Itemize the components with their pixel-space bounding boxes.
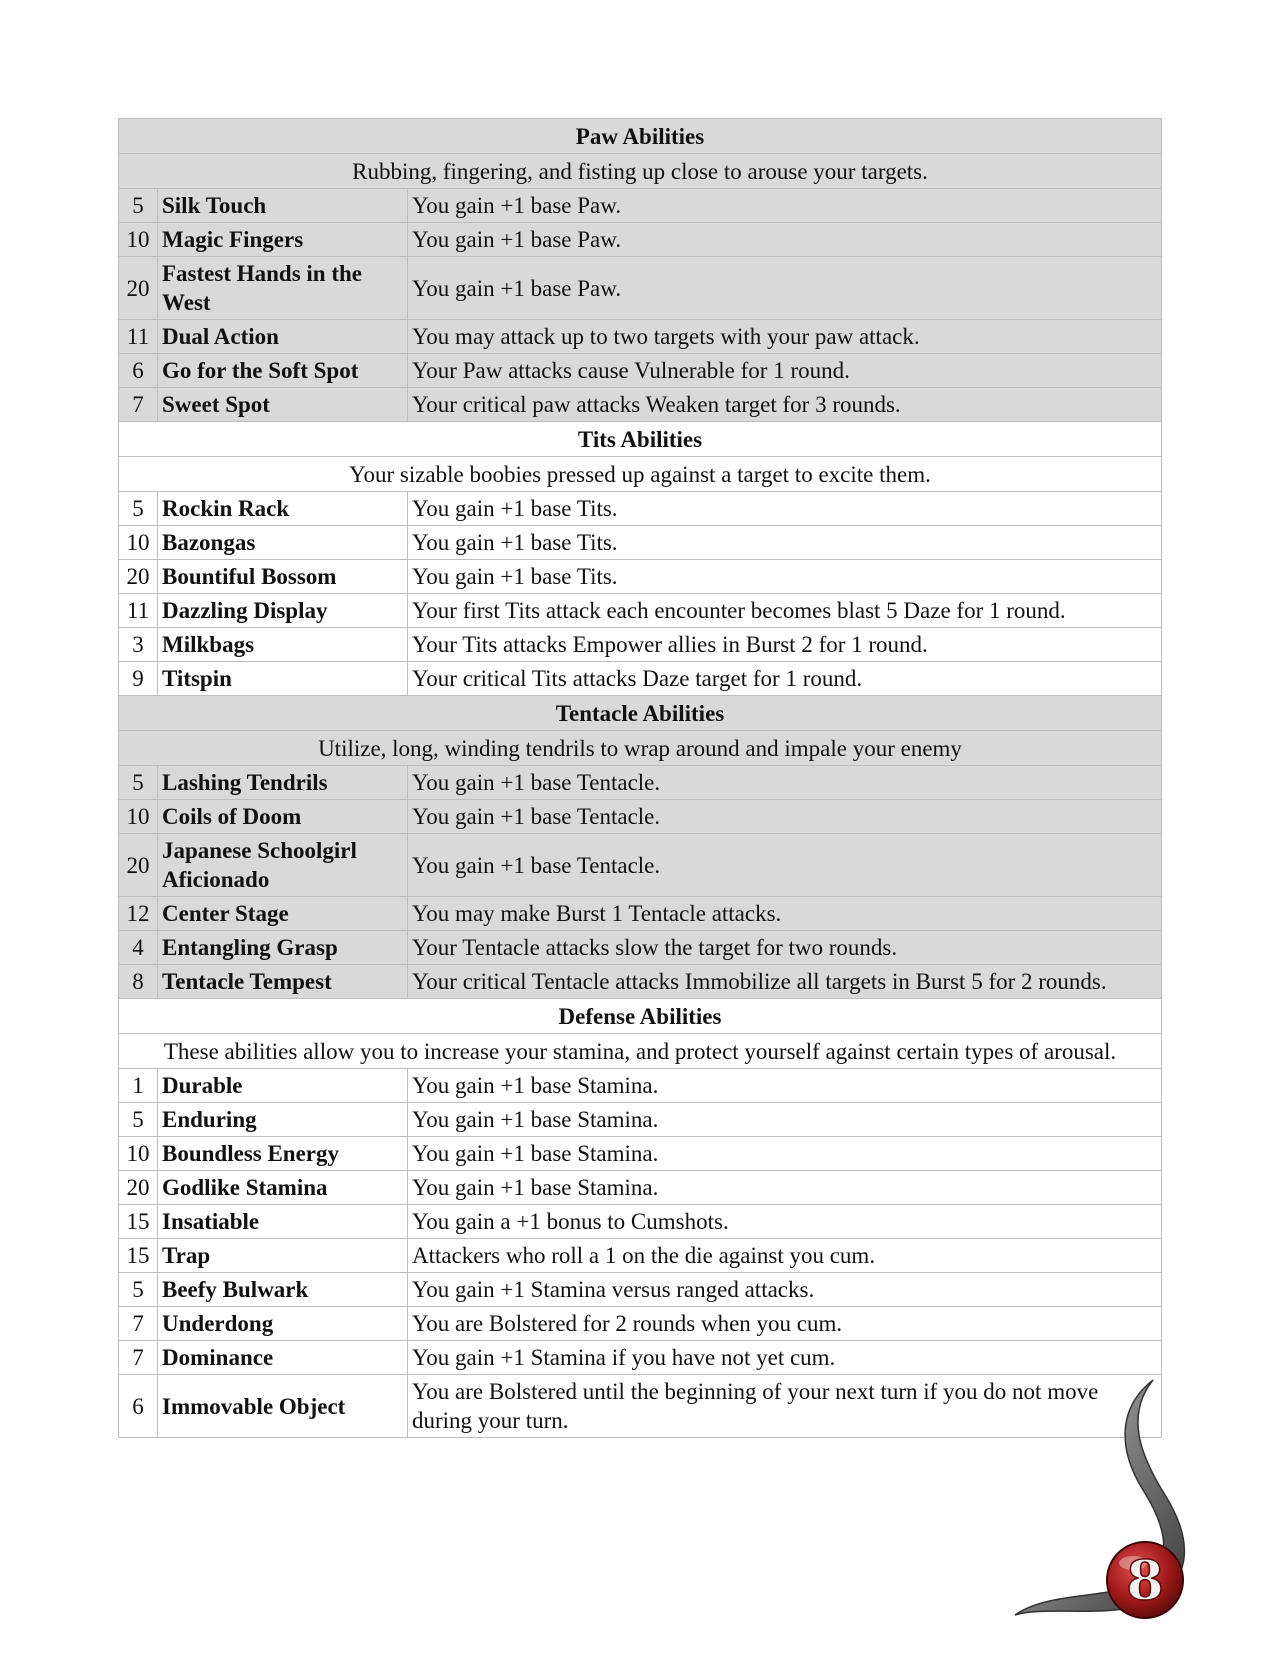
ability-level: 5 bbox=[119, 189, 158, 223]
ability-level: 5 bbox=[119, 492, 158, 526]
ability-name: Milkbags bbox=[158, 628, 408, 662]
ability-level: 6 bbox=[119, 1375, 158, 1438]
ability-name: Insatiable bbox=[158, 1205, 408, 1239]
ability-level: 11 bbox=[119, 320, 158, 354]
ability-description: You gain +1 base Stamina. bbox=[408, 1137, 1162, 1171]
ability-description: You gain +1 base Stamina. bbox=[408, 1069, 1162, 1103]
ability-level: 11 bbox=[119, 594, 158, 628]
section-title-row-tentacle bbox=[119, 696, 1162, 731]
ability-level: 7 bbox=[119, 1307, 158, 1341]
ability-description: You gain a +1 bonus to Cumshots. bbox=[408, 1205, 1162, 1239]
ability-description: You gain +1 base Tits. bbox=[408, 492, 1162, 526]
ability-description: Attackers who roll a 1 on the die against you cum. bbox=[408, 1239, 1162, 1273]
ability-description: You gain +1 Stamina if you have not yet cum. bbox=[408, 1341, 1162, 1375]
table-row bbox=[119, 1239, 1162, 1273]
section-description-row-defense bbox=[119, 1034, 1162, 1069]
table-row bbox=[119, 1171, 1162, 1205]
section-title: Paw Abilities bbox=[119, 119, 1162, 154]
ability-description: Your Tentacle attacks slow the target for two rounds. bbox=[408, 931, 1162, 965]
section-description: Utilize, long, winding tendrils to wrap around and impale your enemy bbox=[119, 731, 1162, 766]
section-title-row-tits bbox=[119, 422, 1162, 457]
ability-name: Bazongas bbox=[158, 526, 408, 560]
table-row bbox=[119, 320, 1162, 354]
table-row bbox=[119, 965, 1162, 999]
ability-name: Coils of Doom bbox=[158, 800, 408, 834]
ability-level: 20 bbox=[119, 834, 158, 897]
section-description: Rubbing, fingering, and fisting up close to arouse your targets. bbox=[119, 154, 1162, 189]
ability-name: Center Stage bbox=[158, 897, 408, 931]
abilities-table bbox=[118, 118, 1162, 1438]
ability-description: You gain +1 base Tits. bbox=[408, 560, 1162, 594]
ability-name: Immovable Object bbox=[158, 1375, 408, 1438]
ability-level: 9 bbox=[119, 662, 158, 696]
table-row bbox=[119, 1069, 1162, 1103]
ability-name: Boundless Energy bbox=[158, 1137, 408, 1171]
section-description-row-paw bbox=[119, 154, 1162, 189]
table-row bbox=[119, 1103, 1162, 1137]
ability-description: You gain +1 base Paw. bbox=[408, 223, 1162, 257]
section-description-row-tentacle bbox=[119, 731, 1162, 766]
ability-name: Trap bbox=[158, 1239, 408, 1273]
table-row bbox=[119, 800, 1162, 834]
table-row bbox=[119, 492, 1162, 526]
table-row bbox=[119, 560, 1162, 594]
ability-name: Dominance bbox=[158, 1341, 408, 1375]
ability-name: Beefy Bulwark bbox=[158, 1273, 408, 1307]
ability-name: Bountiful Bossom bbox=[158, 560, 408, 594]
ability-description: Your Tits attacks Empower allies in Burst 2 for 1 round. bbox=[408, 628, 1162, 662]
table-row bbox=[119, 834, 1162, 897]
ability-level: 15 bbox=[119, 1205, 158, 1239]
ability-description: You gain +1 base Stamina. bbox=[408, 1171, 1162, 1205]
ability-description: Your critical paw attacks Weaken target for 3 rounds. bbox=[408, 388, 1162, 422]
table-row bbox=[119, 766, 1162, 800]
ability-level: 12 bbox=[119, 897, 158, 931]
ability-name: Magic Fingers bbox=[158, 223, 408, 257]
ability-level: 4 bbox=[119, 931, 158, 965]
ability-level: 20 bbox=[119, 560, 158, 594]
section-description-row-tits bbox=[119, 457, 1162, 492]
table-row bbox=[119, 1205, 1162, 1239]
ability-name: Underdong bbox=[158, 1307, 408, 1341]
page-number: 8 bbox=[1126, 1548, 1164, 1612]
ability-name: Sweet Spot bbox=[158, 388, 408, 422]
section-title: Tits Abilities bbox=[119, 422, 1162, 457]
ability-description: You gain +1 base Tits. bbox=[408, 526, 1162, 560]
ability-level: 10 bbox=[119, 1137, 158, 1171]
ability-level: 10 bbox=[119, 526, 158, 560]
ability-name: Entangling Grasp bbox=[158, 931, 408, 965]
section-description: Your sizable boobies pressed up against a target to excite them. bbox=[119, 457, 1162, 492]
table-row bbox=[119, 354, 1162, 388]
ability-description: You gain +1 base Paw. bbox=[408, 189, 1162, 223]
table-row bbox=[119, 189, 1162, 223]
table-row bbox=[119, 931, 1162, 965]
ability-description: You gain +1 base Stamina. bbox=[408, 1103, 1162, 1137]
ability-name: Dual Action bbox=[158, 320, 408, 354]
ability-name: Durable bbox=[158, 1069, 408, 1103]
ability-level: 15 bbox=[119, 1239, 158, 1273]
table-row bbox=[119, 1341, 1162, 1375]
table-row bbox=[119, 388, 1162, 422]
table-row bbox=[119, 628, 1162, 662]
ability-description: Your critical Tentacle attacks Immobilize all targets in Burst 5 for 2 rounds. bbox=[408, 965, 1162, 999]
table-row bbox=[119, 594, 1162, 628]
ability-name: Dazzling Display bbox=[158, 594, 408, 628]
ability-description: You are Bolstered until the beginning of your next turn if you do not move during your turn. bbox=[408, 1375, 1162, 1438]
ability-name: Fastest Hands in the West bbox=[158, 257, 408, 320]
ability-level: 7 bbox=[119, 1341, 158, 1375]
ability-description: You gain +1 Stamina versus ranged attacks. bbox=[408, 1273, 1162, 1307]
ability-level: 1 bbox=[119, 1069, 158, 1103]
ability-level: 5 bbox=[119, 1103, 158, 1137]
ability-level: 3 bbox=[119, 628, 158, 662]
ability-name: Godlike Stamina bbox=[158, 1171, 408, 1205]
table-row bbox=[119, 526, 1162, 560]
ability-description: You may attack up to two targets with your paw attack. bbox=[408, 320, 1162, 354]
section-title-row-defense bbox=[119, 999, 1162, 1034]
ability-description: You gain +1 base Tentacle. bbox=[408, 834, 1162, 897]
table-row bbox=[119, 1307, 1162, 1341]
ability-name: Tentacle Tempest bbox=[158, 965, 408, 999]
table-row bbox=[119, 257, 1162, 320]
ability-level: 20 bbox=[119, 257, 158, 320]
ability-level: 20 bbox=[119, 1171, 158, 1205]
ability-name: Titspin bbox=[158, 662, 408, 696]
ability-level: 10 bbox=[119, 800, 158, 834]
ability-description: You may make Burst 1 Tentacle attacks. bbox=[408, 897, 1162, 931]
ability-level: 5 bbox=[119, 1273, 158, 1307]
ability-name: Go for the Soft Spot bbox=[158, 354, 408, 388]
ability-description: You gain +1 base Tentacle. bbox=[408, 800, 1162, 834]
table-row bbox=[119, 1137, 1162, 1171]
ability-level: 6 bbox=[119, 354, 158, 388]
ability-name: Silk Touch bbox=[158, 189, 408, 223]
ability-name: Enduring bbox=[158, 1103, 408, 1137]
ability-description: Your critical Tits attacks Daze target for 1 round. bbox=[408, 662, 1162, 696]
ability-description: Your Paw attacks cause Vulnerable for 1 round. bbox=[408, 354, 1162, 388]
table-row bbox=[119, 897, 1162, 931]
table-row bbox=[119, 223, 1162, 257]
section-title: Defense Abilities bbox=[119, 999, 1162, 1034]
ability-description: Your first Tits attack each encounter becomes blast 5 Daze for 1 round. bbox=[408, 594, 1162, 628]
table-row bbox=[119, 662, 1162, 696]
ability-name: Japanese Schoolgirl Aficionado bbox=[158, 834, 408, 897]
ability-level: 5 bbox=[119, 766, 158, 800]
ability-level: 8 bbox=[119, 965, 158, 999]
section-title: Tentacle Abilities bbox=[119, 696, 1162, 731]
ability-level: 7 bbox=[119, 388, 158, 422]
section-description: These abilities allow you to increase your stamina, and protect yourself against certain types of arousal. bbox=[119, 1034, 1162, 1069]
ability-description: You gain +1 base Tentacle. bbox=[408, 766, 1162, 800]
ability-name: Rockin Rack bbox=[158, 492, 408, 526]
ability-level: 10 bbox=[119, 223, 158, 257]
table-row bbox=[119, 1273, 1162, 1307]
section-title-row-paw bbox=[119, 119, 1162, 154]
ability-description: You gain +1 base Paw. bbox=[408, 257, 1162, 320]
ability-name: Lashing Tendrils bbox=[158, 766, 408, 800]
tentacle-emblem-icon bbox=[1005, 1375, 1255, 1635]
ability-description: You are Bolstered for 2 rounds when you cum. bbox=[408, 1307, 1162, 1341]
